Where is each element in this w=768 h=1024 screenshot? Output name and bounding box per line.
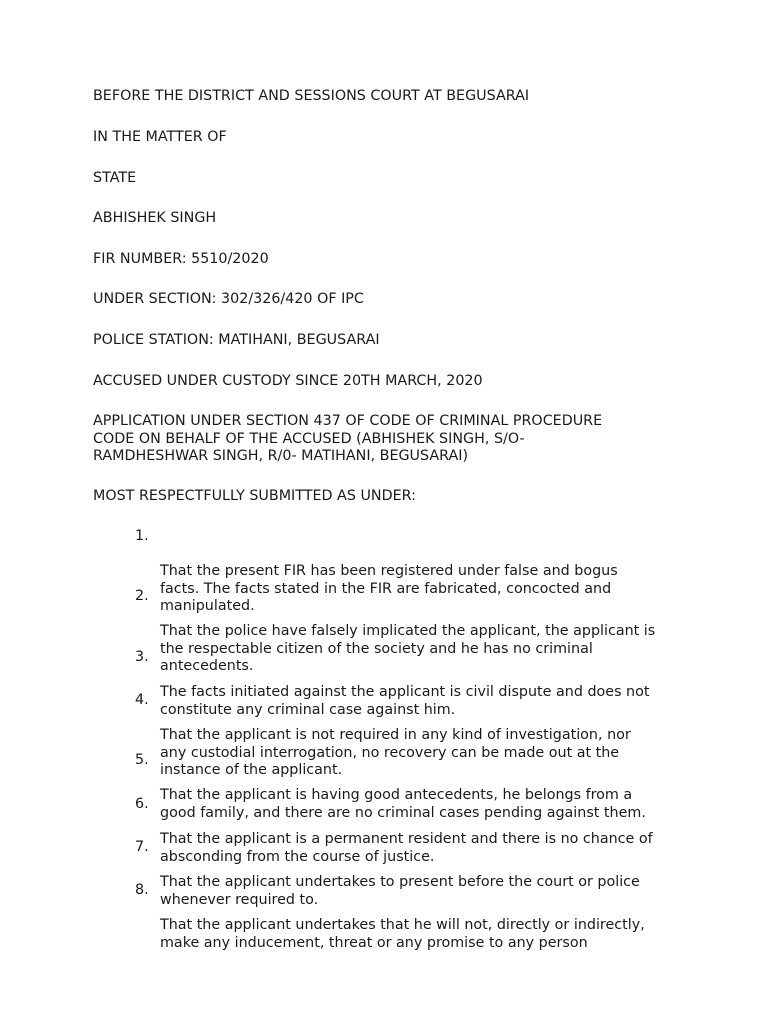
list-item-number: 8. xyxy=(135,882,149,898)
state-line: STATE xyxy=(93,170,137,186)
list-item-text: That the applicant is a permanent resident and there is no chance of absconding from the course of justice. xyxy=(160,831,653,865)
court-heading: BEFORE THE DISTRICT AND SESSIONS COURT AT BEGUSARAI xyxy=(93,88,530,104)
list-item-text: The facts initiated against the applicant is civil dispute and does not constitute any criminal case against him. xyxy=(160,684,650,718)
list-item-number: 7. xyxy=(135,839,149,855)
accused-name: ABHISHEK SINGH xyxy=(93,210,217,226)
list-item-text: That the applicant is not required in any kind of investigation, nor any custodial interrogation, no recovery can be made out at the instance of the applicant. xyxy=(160,727,631,778)
list-item-number: 1. xyxy=(135,528,149,544)
list-item-text: That the applicant is having good antecedents, he belongs from a good family, and there are no criminal cases pending against them. xyxy=(160,787,646,821)
list-item-text: That the present FIR has been registered under false and bogus facts. The facts stated in the FIR are fabricated, concocted and manipulated. xyxy=(160,563,618,614)
list-item-text: That the police have falsely implicated the applicant, the applicant is the respectable citizen of the society and he has no criminal antecedents. xyxy=(160,623,656,674)
under-section: UNDER SECTION: 302/326/420 OF IPC xyxy=(93,291,364,307)
submission-line: MOST RESPECTFULLY SUBMITTED AS UNDER: xyxy=(93,488,416,504)
list-item-number: 6. xyxy=(135,796,149,812)
custody-line: ACCUSED UNDER CUSTODY SINCE 20TH MARCH, 2020 xyxy=(93,373,483,389)
fir-number: FIR NUMBER: 5510/2020 xyxy=(93,251,269,267)
list-item-number: 4. xyxy=(135,692,149,708)
list-item-number: 5. xyxy=(135,752,149,768)
list-item-number: 3. xyxy=(135,649,149,665)
list-item-text: That the applicant undertakes that he will not, directly or indirectly, make any inducement, threat or any promise to any person xyxy=(160,917,645,951)
list-item-text: That the applicant undertakes to present before the court or police whenever required to. xyxy=(160,874,640,908)
matter-line: IN THE MATTER OF xyxy=(93,129,227,145)
list-item-number: 2. xyxy=(135,588,149,604)
list-item xyxy=(135,882,700,952)
police-station: POLICE STATION: MATIHANI, BEGUSARAI xyxy=(93,332,380,348)
application-title: APPLICATION UNDER SECTION 437 OF CODE OF CRIMINAL PROCEDURE CODE ON BEHALF OF THE ACCUSED (ABHISHEK SINGH, S/O- RAMDHESHWAR SINGH, R/0- MATIHANI, BEGUSARAI) xyxy=(93,413,603,464)
